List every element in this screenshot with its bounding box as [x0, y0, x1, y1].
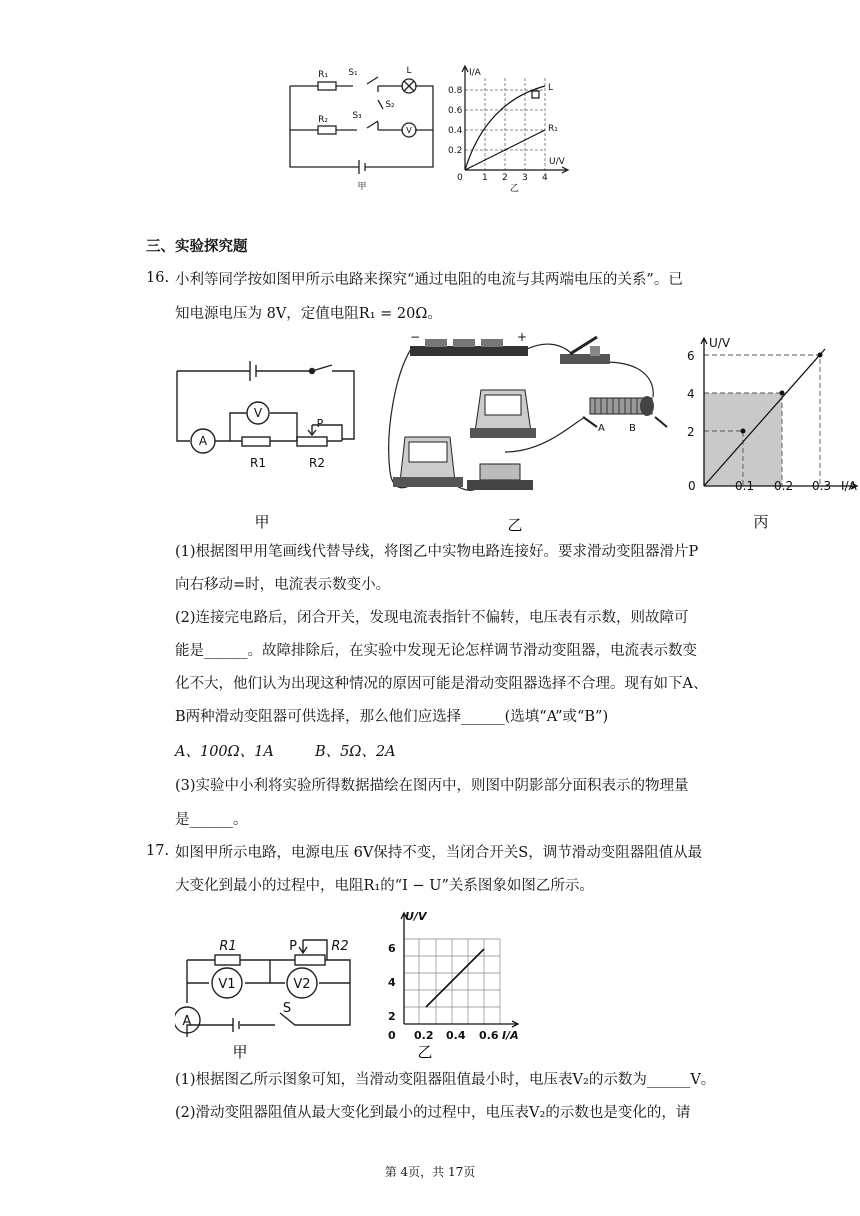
- q17-ytick: 4: [388, 976, 396, 989]
- r2-label: R2: [309, 456, 325, 470]
- top-ytick: 0.2: [448, 146, 463, 156]
- q16-ytick: 4: [687, 387, 695, 401]
- q17-origin: 0: [388, 1029, 396, 1042]
- q17-xtick: 0.2: [414, 1029, 434, 1042]
- rheostat-terminal-b: B: [629, 423, 636, 434]
- q17-graph-xlabel: I/A: [502, 1029, 519, 1042]
- top-graph-xlabel: U/V: [549, 157, 565, 167]
- q16-part2-line3: 化不大，他们认为出现这种情况的原因可能是滑动变阻器选择不合理。现有如下A、: [175, 676, 708, 692]
- line-r1-label: R₁: [548, 124, 558, 134]
- q16-yi-caption: 乙: [507, 516, 523, 534]
- voltmeter-label: V: [406, 126, 412, 135]
- q16-ui-graph: [685, 335, 860, 535]
- s1-label: S₁: [348, 68, 358, 78]
- data-point: [780, 391, 785, 396]
- top-xtick: 3: [522, 173, 528, 183]
- r1-label: R₁: [318, 70, 328, 80]
- battery-minus: −: [410, 332, 421, 344]
- q16-part1-line1: (1)根据图甲用笔画线代替导线，将图乙中实物电路连接好。要求滑动变阻器滑片P: [175, 544, 699, 560]
- v2-label: V2: [293, 977, 311, 992]
- top-ytick: 0.6: [448, 106, 463, 116]
- s3-label: S₃: [352, 111, 362, 121]
- q16-part3-line1: (3)实验中小利将实验所得数据描绘在图丙中，则图中阴影部分面积表示的物理量: [175, 778, 689, 794]
- s2-label: S₂: [385, 100, 395, 110]
- voltmeter-device: [470, 390, 536, 438]
- r2-label: R₂: [318, 115, 328, 125]
- slider-p-label: P: [289, 939, 297, 954]
- q17-circuit-diagram: [175, 925, 360, 1065]
- rheostat: [583, 396, 667, 427]
- q17-ui-graph: [378, 908, 528, 1063]
- q17-graph-ylabel: U/V: [405, 910, 427, 923]
- ammeter-device: [393, 437, 463, 487]
- top-ytick: 0.4: [448, 126, 463, 136]
- q16-part1-line2: 向右移动=时，电流表示数变小。: [175, 577, 391, 593]
- rheostat-terminal-a: A: [598, 423, 605, 434]
- battery-plus: +: [517, 332, 528, 344]
- top-circuit-diagram: [285, 62, 445, 202]
- top-origin: 0: [457, 173, 463, 183]
- top-ytick: 0.8: [448, 86, 463, 96]
- r2-label: R2: [331, 939, 349, 954]
- section-title: 三、实验探究题: [146, 239, 248, 255]
- q16-option-a: A、100Ω、1A: [175, 744, 274, 760]
- q16-number: 16.: [146, 270, 170, 286]
- switch-label: S: [282, 1001, 292, 1016]
- top-circuit-caption: 甲: [357, 182, 367, 192]
- q17-ytick: 2: [388, 1010, 396, 1023]
- top-xtick: 4: [542, 173, 548, 183]
- page-footer: 第 4页，共 17页: [384, 1165, 476, 1179]
- q16-physical-circuit: [385, 332, 675, 537]
- q16-bing-caption: 丙: [753, 513, 769, 531]
- q17-part2: (2)滑动变阻器阻值从最大变化到最小的过程中，电压表V₂的示数也是变化的，请: [175, 1105, 691, 1121]
- q17-number: 17.: [146, 843, 170, 859]
- r1-line: [426, 949, 484, 1007]
- voltmeter-label: V: [253, 406, 263, 420]
- q16-xtick: 0.1: [735, 479, 755, 493]
- slider-p-label: P: [316, 417, 324, 430]
- r1-label: R1: [219, 939, 237, 954]
- top-iu-graph: [446, 62, 596, 197]
- q17-yi-caption: 乙: [417, 1043, 433, 1061]
- q17-part1: (1)根据图乙所示图象可知，当滑动变阻器阻值最小时，电压表V₂的示数为______V。: [175, 1072, 716, 1088]
- top-xtick: 2: [502, 173, 508, 183]
- q16-xtick: 0.2: [774, 479, 794, 493]
- q17-jia-caption: 甲: [232, 1043, 248, 1061]
- ammeter-label: A: [198, 434, 208, 448]
- r1-label: R1: [250, 456, 266, 470]
- q17-stem-line1: 如图甲所示电路，电源电压 6V保持不变，当闭合开关S，调节滑动变阻器阻值从最: [175, 845, 703, 861]
- q16-part2-line1: (2)连接完电路后，闭合开关，发现电流表指针不偏转，电压表有示数，则故障可: [175, 610, 689, 626]
- q16-jia-caption: 甲: [254, 513, 270, 531]
- top-xtick: 1: [482, 173, 488, 183]
- data-point: [818, 353, 823, 358]
- q16-option-b: B、5Ω、2A: [315, 744, 396, 760]
- q16-part3-line2: 是______。: [175, 812, 248, 828]
- q16-stem-line1: 小利等同学按如图甲所示电路来探究“通过电阻的电流与其两端电压的关系”。已: [175, 272, 683, 288]
- ammeter-label: A: [182, 1014, 192, 1029]
- data-point: [741, 429, 746, 434]
- q17-xtick: 0.6: [479, 1029, 499, 1042]
- q16-part2-line2: 能是______。故障排除后，在实验中发现无论怎样调节滑动变阻器，电流表示数变: [175, 643, 697, 659]
- top-graph-ylabel: I/A: [469, 68, 481, 78]
- q16-circuit-diagram: [172, 355, 362, 535]
- q16-stem-line2: 知电源电压为 8V，定值电阻R₁ = 20Ω。: [175, 306, 442, 322]
- q17-ytick: 6: [388, 942, 396, 955]
- q16-ytick: 6: [687, 349, 695, 363]
- fixed-resistor: [467, 464, 533, 490]
- battery-pack: [410, 339, 528, 356]
- q16-graph-xlabel: I/A: [841, 479, 857, 493]
- q17-stem-line2: 大变化到最小的过程中，电阻R₁的“I − U”关系图象如图乙所示。: [175, 878, 594, 894]
- lamp-label: L: [406, 66, 412, 76]
- q16-graph-ylabel: U/V: [709, 336, 731, 350]
- q17-xtick: 0.4: [446, 1029, 466, 1042]
- q16-xtick: 0.3: [812, 479, 832, 493]
- q16-ytick: 2: [687, 425, 695, 439]
- q16-origin: 0: [688, 479, 696, 493]
- curve-l-label: L: [548, 83, 554, 93]
- q16-part2-line4: B两种滑动变阻器可供选择，那么他们应选择______(选填“A”或“B”): [175, 709, 609, 725]
- v1-label: V1: [218, 977, 236, 992]
- top-graph-caption: 乙: [510, 184, 520, 194]
